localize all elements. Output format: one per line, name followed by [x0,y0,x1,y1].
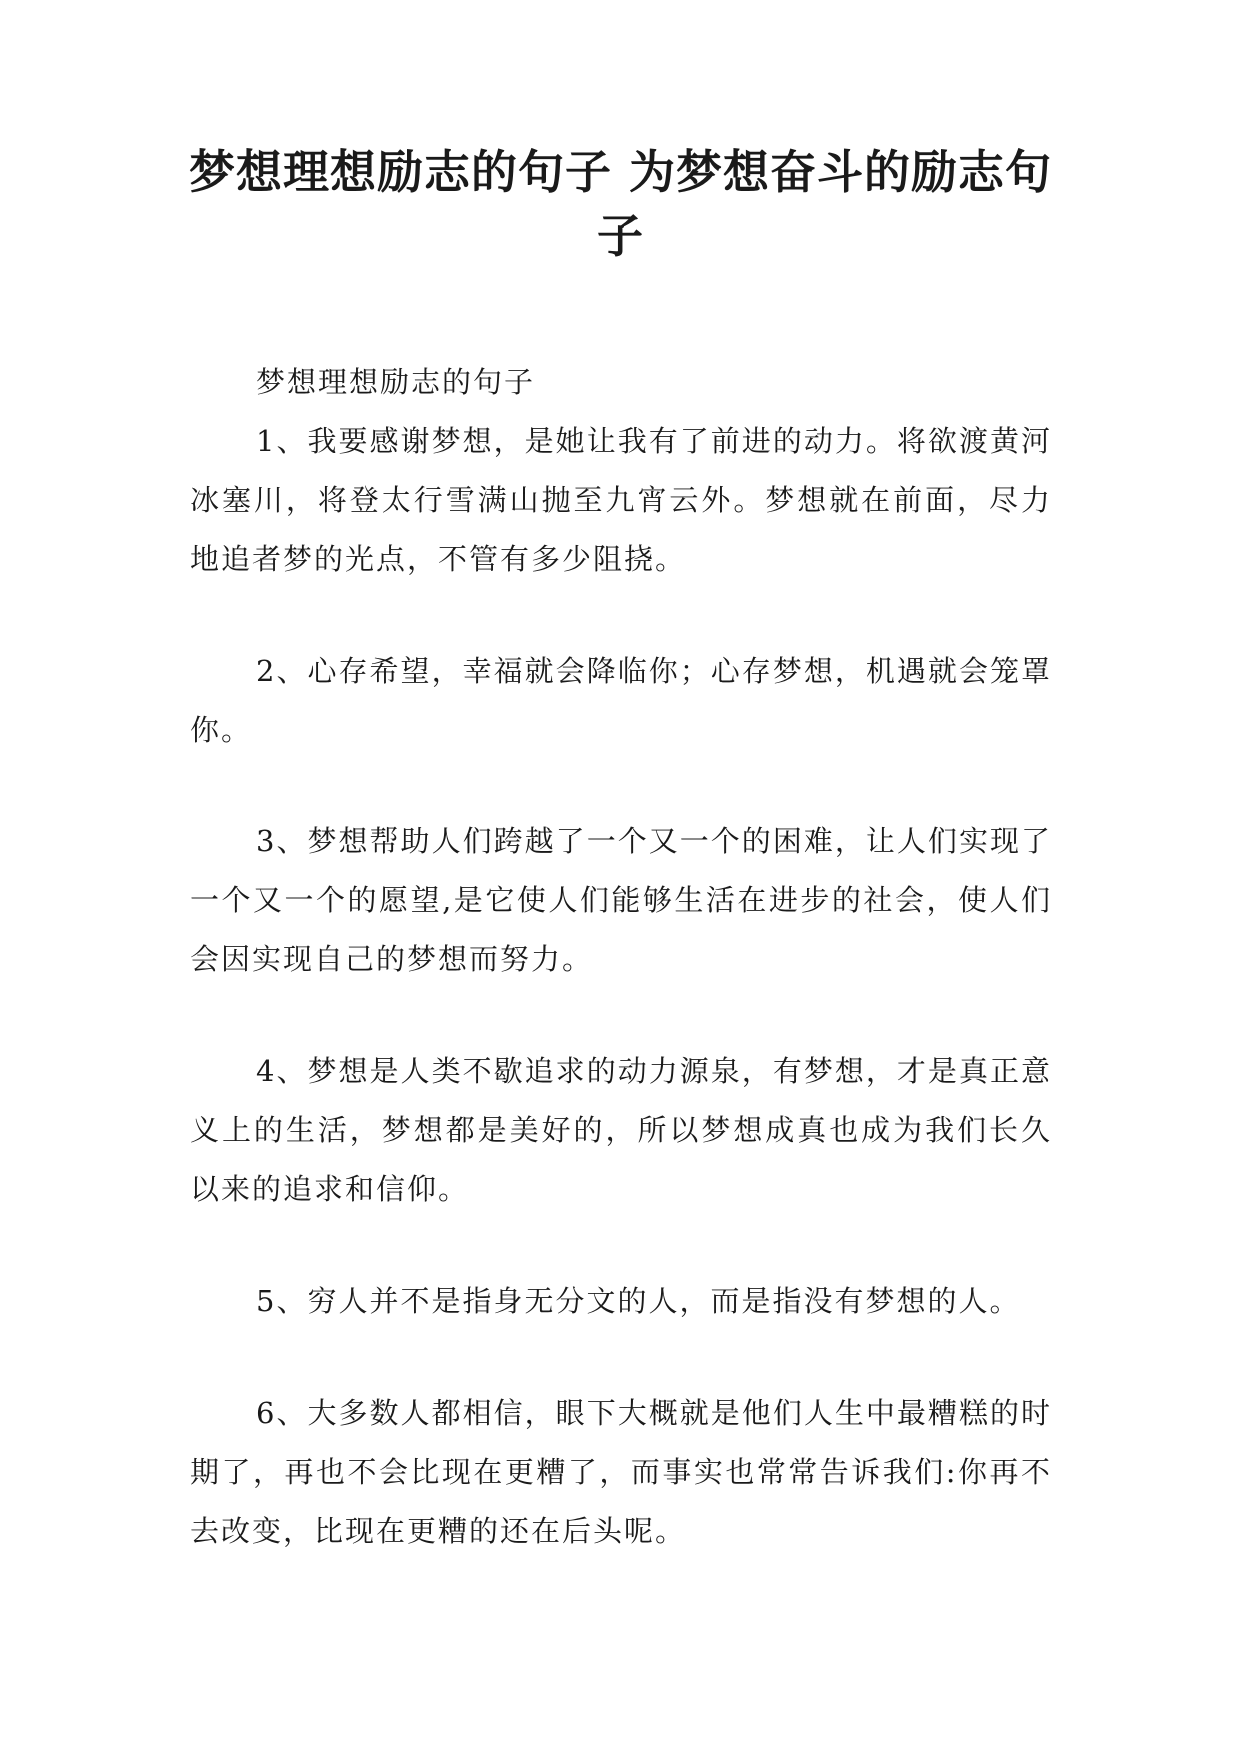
quote-item-1: 1、我要感谢梦想，是她让我有了前进的动力。将欲渡黄河冰塞川，将登太行雪满山抛至九宵云外。梦想就在前面，尽力地追者梦的光点，不管有多少阻挠。 [190,424,1052,576]
quote-item-6: 6、大多数人都相信，眼下大概就是他们人生中最糟糕的时期了，再也不会比现在更糟了，而事实也常常告诉我们:你再不去改变，比现在更糟的还在后头呢。 [190,1396,1052,1548]
section-heading: 梦想理想励志的句子 [256,365,536,399]
document-title: 梦想理想励志的句子 为梦想奋斗的励志句子 [188,145,1052,263]
quote-item-3: 3、梦想帮助人们跨越了一个又一个的困难，让人们实现了一个又一个的愿望,是它使人们能够生活在进步的社会，使人们会因实现自己的梦想而努力。 [190,824,1052,976]
quote-item-5: 5、穷人并不是指身无分文的人，而是指没有梦想的人。 [256,1284,1021,1318]
quote-item-2: 2、心存希望，幸福就会降临你；心存梦想，机遇就会笼罩你。 [190,654,1052,747]
quote-item-4: 4、梦想是人类不歇追求的动力源泉，有梦想，才是真正意义上的生活，梦想都是美好的，所以梦想成真也成为我们长久以来的追求和信仰。 [190,1054,1052,1206]
